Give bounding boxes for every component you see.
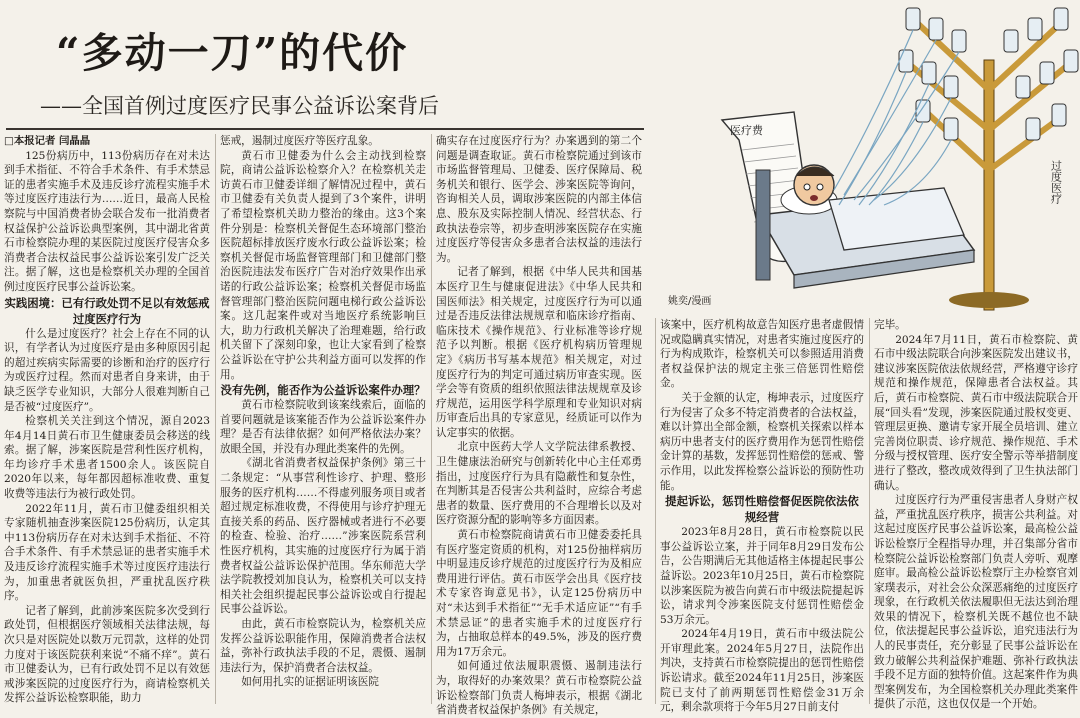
body-paragraph: 2024年7月11日，黄石市检察院、黄石市中级法院联合向涉案医院发出建议书，建议涉案医院依法依规经营，严格遵守诊疗规范和操作规范，保障患者合法权益。其后，黄石市检察院、黄石市中级法院联合开展“回头看”发现，涉案医院通过股权变更、管理层更换、邀请专家开展全员培训、建立完善岗位职责、诊疗规范、操作规范、手术分级与授权管理、医疗安全警示等举措制度进行了整改，整改成效得到了卫生执法部门确认。: [874, 333, 1078, 492]
column-divider: [431, 134, 432, 704]
article-column-2: [220, 134, 426, 704]
body-paragraph: 《湖北省消费者权益保护条例》第三十二条规定：“从事营利性诊疗、护理、整形服务的医疗机构……不得虚列服务项目或者超过规定标准收费，不得使用与诊疗护理无直接关系的药品、医疗器械或者进行不必要的检查、检验、治疗……”涉案医院系营利性医疗机构，其实施的过度医疗行为属于消费者权益公益诉讼保护范围。华东师范大学法学院教授刘加良认为，检察机关可以支持相关社会组织提起民事公益诉讼或自行提起民事公益诉讼。: [220, 457, 426, 616]
body-paragraph: 北京中医药大学人文学院法律系教授、卫生健康法治研究与创新转化中心主任邓勇指出，过度医疗行为具有隐蔽性和复杂性，在判断其是否侵害公共利益时，应综合考虑患者的数量、医疗费用的不合理增长以及对医疗资源分配的影响等多方面因素。: [436, 441, 642, 527]
section-subhead: 提起诉讼，惩罚性赔偿督促医院依法依规经营: [665, 494, 859, 525]
body-paragraph: 2022年11月，黄石市卫健委组织相关专家随机抽查涉案医院125份病历，认定其中113份病历存在对未达到手术指征、不符合手术条件、有手术禁忌证的患者实施手术及违反诊疗流程实施手术等过度医疗违法行为，加重患者就医负担，严重扰乱医疗秩序。: [4, 502, 210, 603]
tree-label: 过度医疗: [1049, 160, 1063, 204]
article-subtitle: ——全国首例过度医疗民事公益诉讼案背后: [40, 94, 439, 118]
body-paragraph: 确实存在过度医疗行为？办案遇到的第二个问题是调查取证。黄石市检察院通过到该市市场监督管理局、卫健委、医疗保障局、税务机关和银行、医学会、涉案医院等询问，咨询相关人员，调取涉案医院的内部主体信息、股东及实际控制人情况、经营状态、行政执法卷宗等，初步查明涉案医院存在实施过度医疗等侵害众多患者合法权益的违法行为。: [436, 135, 642, 264]
article-column-3: [436, 134, 642, 717]
article-column-5: [874, 318, 1078, 711]
illustration-credit: 姚奕/漫画: [668, 296, 712, 307]
body-paragraph: 如何用扎实的证据证明该医院: [241, 676, 379, 689]
cartoon-illustration: [644, 0, 1080, 310]
column-divider: [655, 318, 656, 704]
body-paragraph: 记者了解到，根据《中华人民共和国基本医疗卫生与健康促进法》《中华人民共和国医师法》相关规定，过度医疗行为可以通过是否违反法律法规规章和临床诊疗指南、临床技术《操作规范》、行业标准等诊疗规范予以判断。根据《医疗机构病历管理规定》《病历书写基本规范》相关规定，对过度医疗行为的判定可通过病历审查实现。医学会等有资质的组织依照法律法规规章及诊疗规范，运用医学科学原理和专业知识对病历审查后出具的专家意见，经质证可以作为认定事实的依据。: [436, 266, 642, 439]
body-paragraph: 检察机关关注到这个情况，源自2023年4月14日黄石市卫生健康委员会移送的线索。据了解，涉案医院是营利性医疗机构，年均诊疗手术患者1500余人。该医院自2020年以来，每年都因超标准收费、重复收费等违法行为被行政处罚。: [4, 415, 210, 501]
body-paragraph: 2024年4月19日，黄石市中级法院公开审理此案。2024年5月27日，法院作出判决，支持黄石市检察院提出的惩罚性赔偿诉讼请求。截至2024年11月25日，涉案医院已支付了前两期惩罚性赔偿金31万余元，剩余款项将于今年5月27日前支付: [660, 628, 864, 714]
body-paragraph: 黄石市检察院商请黄石市卫健委委托具有医疗鉴定资质的机构，对125份抽样病历中明显违反诊疗规范的过度医疗行为及相应费用进行评估。黄石市医学会出具《医疗技术专家咨询意见书》，认定125份病历中对“未达到手术指征”“无手术适应证”“有手术禁忌证”的患者实施手术的过度医疗行为，占抽取总样本的49.5%，涉及的医疗费用为17万余元。: [436, 529, 642, 658]
body-paragraph: 黄石市卫健委为什么会主动找到检察院，商请公益诉讼检察介入？在检察机关走访黄石市卫健委详细了解情况过程中，黄石市卫健委有关负责人提到了3个案件，讲明了希望检察机关助力整治的缘由。这3个案件分别是：检察机关督促生态环境部门整治医院超标排放医疗废水行政公益诉讼案；检察机关督促市场监督管理部门和卫健部门整治医院违法发布医疗广告对治疗效果作出承诺的行政公益诉讼案；检察机关督促市场监督管理部门整治医院问题电梯行政公益诉讼案。这几起案件或对当地医疗系统影响巨大，助力行政机关解决了治理难题，给行政机关留下了深刻印象，也让大家看到了检察公益诉讼在守护公共利益方面可以发挥的作用。: [220, 149, 426, 381]
body-paragraph: 如何通过依法履职震慑、遏制违法行为，取得好的办案效果？黄石市检察院公益诉讼检察部门负责人梅坤表示，根据《湖北省消费者权益保护条例》有关规定，: [436, 660, 642, 717]
body-paragraph: 过度医疗行为严重侵害患者人身财产权益，严重扰乱医疗秩序，损害公共利益。对这起过度医疗民事公益诉讼案，最高检公益诉讼检察厅全程指导办理，并召集部分省市检察院公益诉讼检察部门负责人旁听、观摩庭审。最高检公益诉讼检察厅主办检察官刘家璞表示，对社会公众深恶痛绝的过度医疗现象，在行政机关依法履职但无法达到治理效果的情况下，检察机关既不越位也不缺位，依法提起民事公益诉讼，追究违法行为人的民事责任，充分彰显了民事公益诉讼在致力破解公共利益保护难题、弥补行政执法手段不足方面的独特价值。这起案件作为典型案例发布，为全国检察机关办理此类案件提供了示范，这也仅仅是一个开始。: [874, 494, 1078, 711]
article-column-1: [4, 134, 210, 704]
article-column-4: [660, 318, 864, 714]
body-paragraph: 125份病历中，113份病历存在对未达到手术指征、不符合手术条件、有手术禁忌证的患者实施手术及违反诊疗流程实施手术等过度医疗违法行为……近日，最高人民检察院与中国消费者协会联合发布一批消费者权益保护公益诉讼典型案例，其中湖北省黄石市检察院办理的某医院过度医疗侵害众多消费者合法权益民事公益诉讼案引发广泛关注。据了解，这也是检察机关办理的全国首例过度医疗民事公益诉讼案。: [4, 149, 210, 293]
body-paragraph: 惩戒，遏制过度医疗等医疗乱象。: [220, 135, 379, 147]
byline: □本报记者 闫晶晶: [4, 135, 91, 147]
body-paragraph: 黄石市检察院收到该案线索后，面临的首要问题就是该案能否作为公益诉讼案件办理？是否有法律依据？如何严格依法办案？放眼全国，并没有办理此类案件的先例。: [220, 399, 426, 455]
bill-label: 医疗费: [730, 124, 763, 137]
article-title: “多动一刀”的代价: [56, 29, 409, 77]
section-subhead: 实践困境：已有行政处罚不足以有效惩戒过度医疗行为: [4, 295, 210, 326]
section-subhead: 没有先例，能否作为公益诉讼案件办理？: [220, 383, 426, 398]
body-paragraph: 关于金额的认定，梅坤表示，过度医疗行为侵害了众多不特定消费者的合法权益，难以计算出全部金额，检察机关探索以样本病历中患者支付的医疗费用作为惩罚性赔偿金计算的基数，发挥惩罚性赔偿的惩戒、警示作用，以此发挥检察公益诉讼的预防性功能。: [660, 391, 864, 492]
body-paragraph: 由此，黄石市检察院认为，检察机关应发挥公益诉讼职能作用，保障消费者合法权益，弥补行政执法手段的不足，震慑、遏制违法行为，保护消费者合法权益。: [220, 618, 426, 674]
column-divider: [215, 134, 216, 704]
body-paragraph: 该案中，医疗机构故意告知医疗患者虚假情况或隐瞒真实情况，对患者实施过度医疗的行为构成欺诈，检察机关可以参照适用消费者权益保护法的规定主张三倍惩罚性赔偿金。: [660, 319, 864, 390]
column-divider: [869, 318, 870, 704]
body-paragraph: 2023年8月28日，黄石市检察院以民事公益诉讼立案，并于同年8月29日发布公告，公告期满后无其他适格主体提起民事公益诉讼。2023年10月25日，黄石市检察院以涉案医院为被告向黄石市中级法院提起诉讼，请求判令涉案医院支付惩罚性赔偿金53万余元。: [660, 526, 864, 626]
body-paragraph: 完毕。: [874, 319, 906, 331]
body-paragraph: 什么是过度医疗？社会上存在不同的认识，有学者认为过度医疗是由多种原因引起的超过疾病实际需要的诊断和治疗的医疗行为或医疗过程。然而对患者自身来讲，由于缺乏医学专业知识，大部分人很难判断自己是否被“过度医疗”。: [4, 327, 210, 413]
body-paragraph: 记者了解到，此前涉案医院多次受到行政处罚，但根据医疗领域相关法律法规，每次只是对医院处以数万元罚款，这样的处罚力度对于该医院获利来说“不痛不痒”。黄石市卫健委认为，已有行政处罚不足以有效惩戒涉案医院的过度医疗行为，商请检察机关发挥公益诉讼检察职能，助力: [4, 604, 210, 705]
